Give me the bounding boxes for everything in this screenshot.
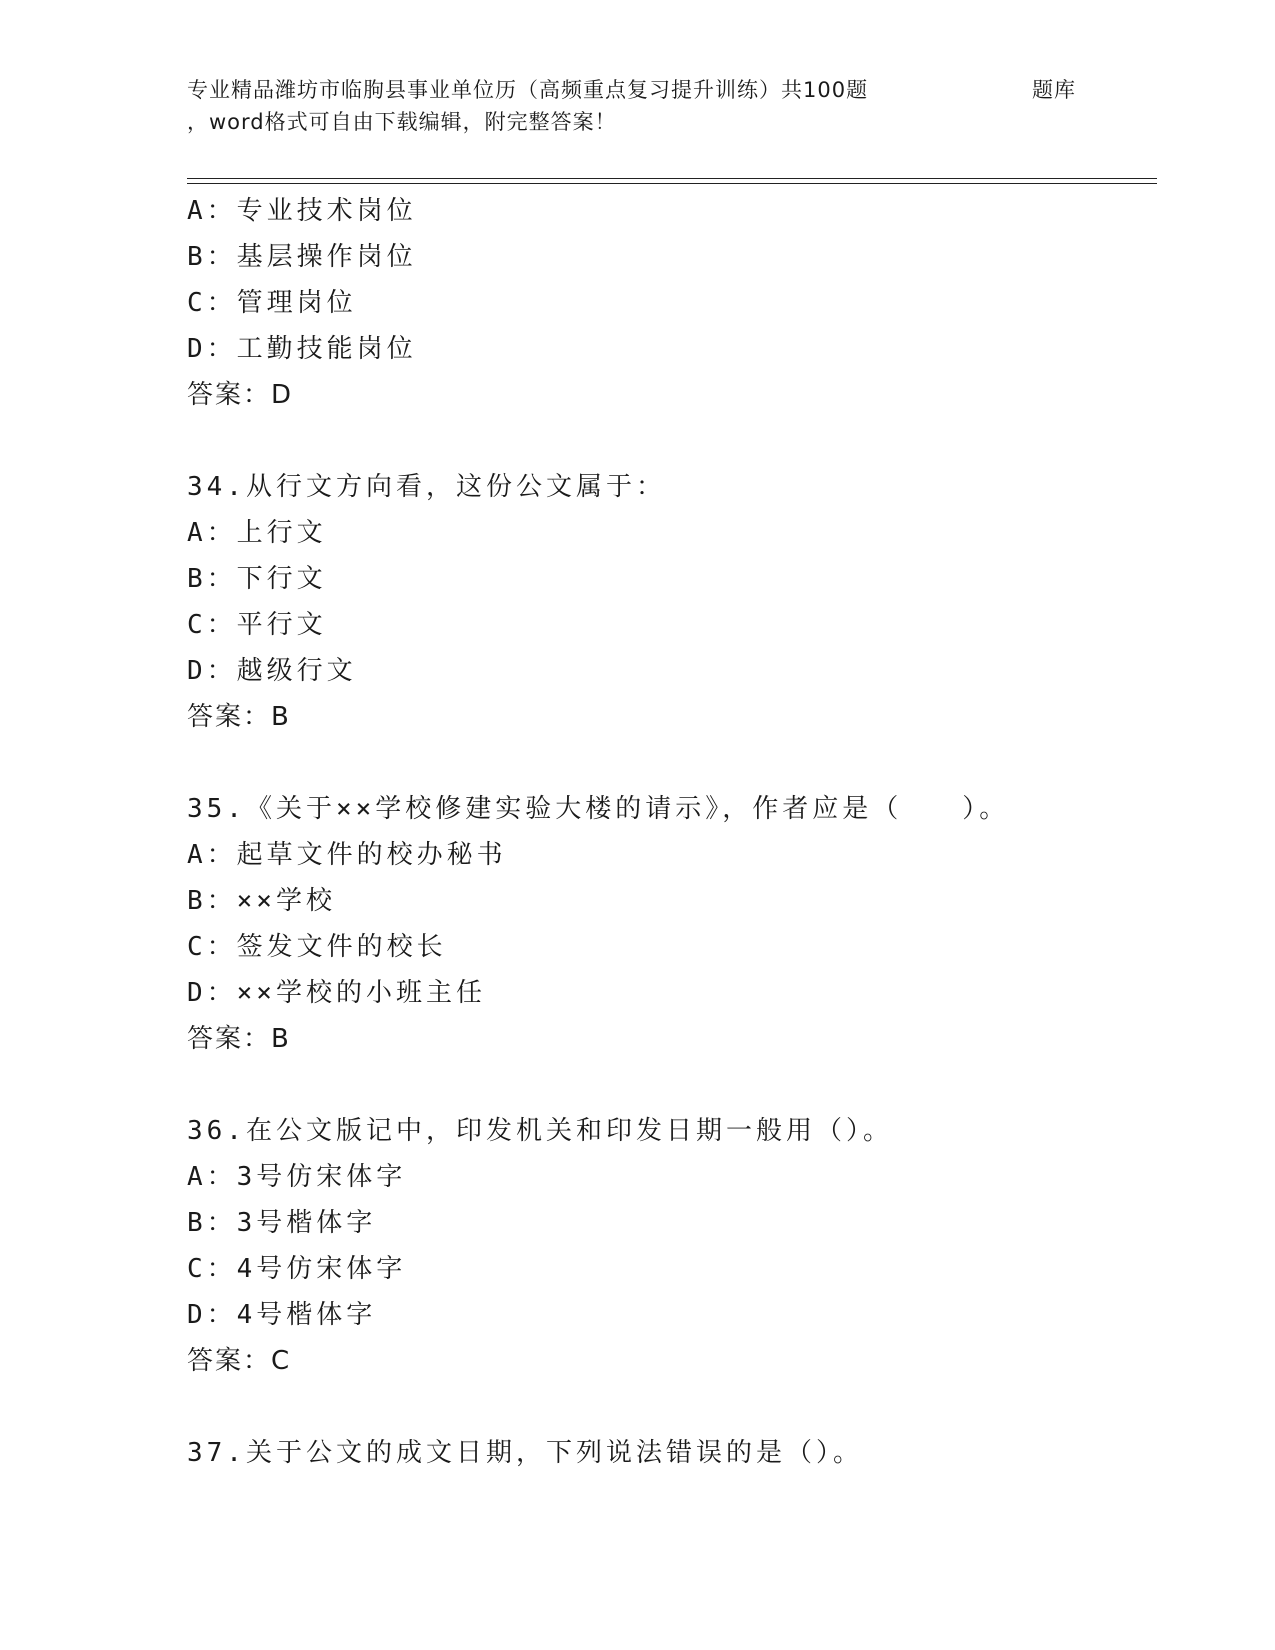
question-stem: 36.在公文版记中，印发机关和印发日期一般用（）。: [187, 1116, 893, 1146]
option-c: C：管理岗位: [187, 288, 357, 318]
option-a: A：起草文件的校办秘书: [187, 840, 507, 870]
spacer: [187, 740, 1157, 786]
option-c: C：4号仿宋体字: [187, 1254, 407, 1284]
answer-line: 答案：B: [187, 702, 291, 732]
option-d: D：工勤技能岗位: [187, 334, 417, 364]
option-b: B：3号楷体字: [187, 1208, 377, 1238]
option-c: C：平行文: [187, 610, 327, 640]
header-title-tag: 题库: [1032, 78, 1076, 102]
header-title-text: 专业精品潍坊市临朐县事业单位历（高频重点复习提升训练）共100题: [187, 78, 869, 102]
header-title-line2: ，word格式可自由下载编辑，附完整答案！: [187, 110, 617, 134]
option-b: B：基层操作岗位: [187, 242, 417, 272]
answer-line: 答案：C: [187, 1346, 292, 1376]
page-header: [187, 74, 1157, 138]
option-c: C：签发文件的校长: [187, 932, 447, 962]
question-block-37: [187, 1430, 1157, 1476]
answer-line: 答案：D: [187, 380, 294, 410]
option-d: D：4号楷体字: [187, 1300, 377, 1330]
header-divider-bottom: [187, 183, 1157, 184]
option-a: A：上行文: [187, 518, 327, 548]
question-block-35: [187, 786, 1157, 1062]
option-a: A：3号仿宋体字: [187, 1162, 407, 1192]
question-stem: 35.《关于××学校修建实验大楼的请示》，作者应是（ ）。: [187, 794, 1010, 824]
spacer: [187, 418, 1157, 464]
option-d: D：××学校的小班主任: [187, 978, 486, 1008]
spacer: [187, 1384, 1157, 1430]
option-b: B：××学校: [187, 886, 336, 916]
spacer: [187, 1062, 1157, 1108]
header-divider-top: [187, 178, 1157, 179]
question-content: [187, 188, 1157, 1476]
question-stem: 34.从行文方向看，这份公文属于：: [187, 472, 666, 502]
header-title-line1: [187, 74, 1157, 106]
question-block-33: [187, 188, 1157, 418]
question-block-36: [187, 1108, 1157, 1384]
option-d: D：越级行文: [187, 656, 357, 686]
option-a: A：专业技术岗位: [187, 196, 417, 226]
option-b: B：下行文: [187, 564, 327, 594]
question-block-34: [187, 464, 1157, 740]
question-stem: 37.关于公文的成文日期，下列说法错误的是（）。: [187, 1438, 863, 1468]
answer-line: 答案：B: [187, 1024, 291, 1054]
